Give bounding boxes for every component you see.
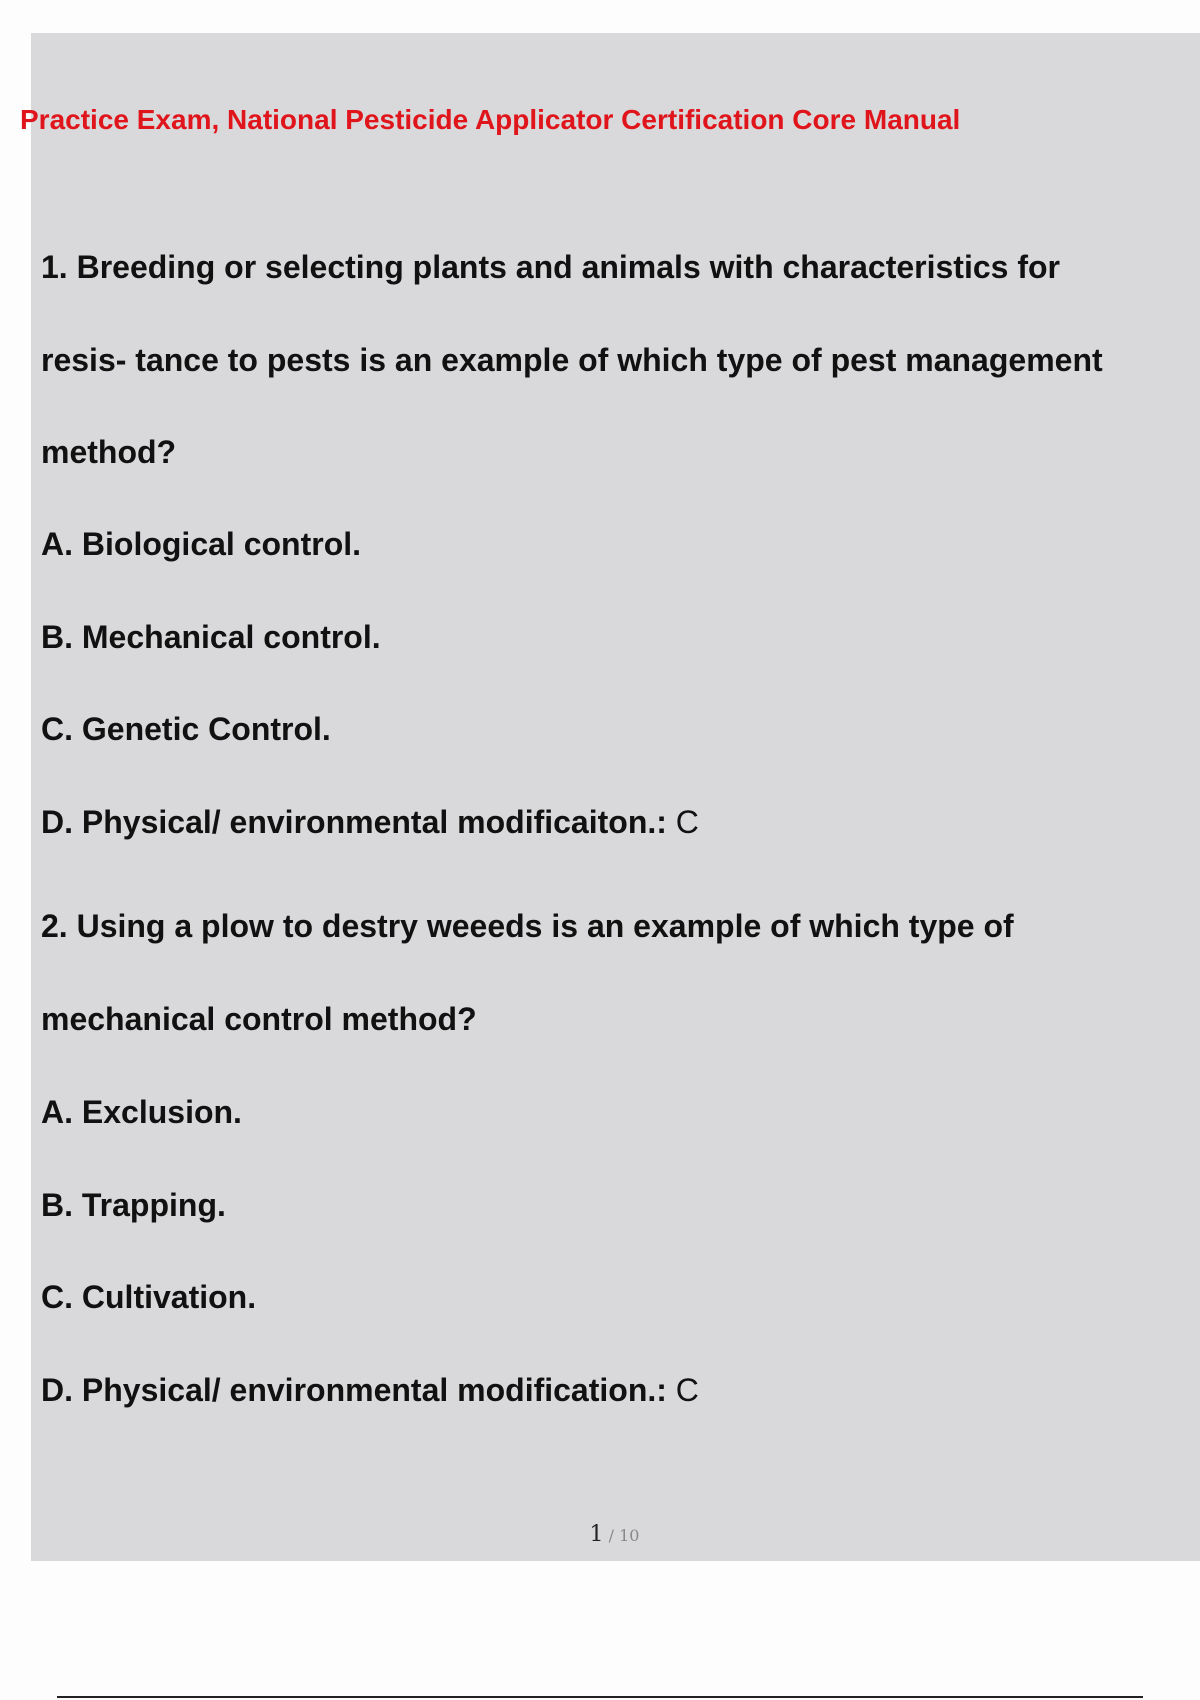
question-2-text-line-2: mechanical control method? [41, 1001, 477, 1037]
question-2-option-b: B. Trapping. [41, 1187, 226, 1223]
question-2-option-d-line [41, 1370, 699, 1410]
question-2-option-c: C. Cultivation. [41, 1279, 257, 1315]
question-1-option-d-line [41, 802, 699, 842]
question-1-option-d: D. Physical/ environmental modificaiton.: [41, 804, 667, 840]
footer-divider [57, 1696, 1143, 1698]
question-1-text-line-2: resis- tance to pests is an example of which type of pest management [41, 342, 1103, 378]
question-2-answer: C [666, 1372, 699, 1408]
question-2-text-line-1: 2. Using a plow to destry weeeds is an example of which type of [41, 908, 1014, 944]
question-1-option-c: C. Genetic Control. [41, 711, 331, 747]
page-indicator [0, 1520, 1200, 1551]
page-number-total: / 10 [603, 1526, 640, 1545]
question-1-answer: C [666, 804, 699, 840]
question-1-text-line-3: method? [41, 434, 177, 470]
question-2-option-d: D. Physical/ environmental modification.: [41, 1372, 667, 1408]
document-title: Practice Exam, National Pesticide Applicator Certification Core Manual [20, 104, 961, 135]
question-1-option-b: B. Mechanical control. [41, 619, 381, 655]
question-1-text-line-1: 1. Breeding or selecting plants and animals with characteristics for [41, 249, 1060, 285]
question-2-option-a: A. Exclusion. [41, 1094, 242, 1130]
page-number-current: 1 [589, 1522, 604, 1547]
question-1-option-a: A. Biological control. [41, 526, 362, 562]
